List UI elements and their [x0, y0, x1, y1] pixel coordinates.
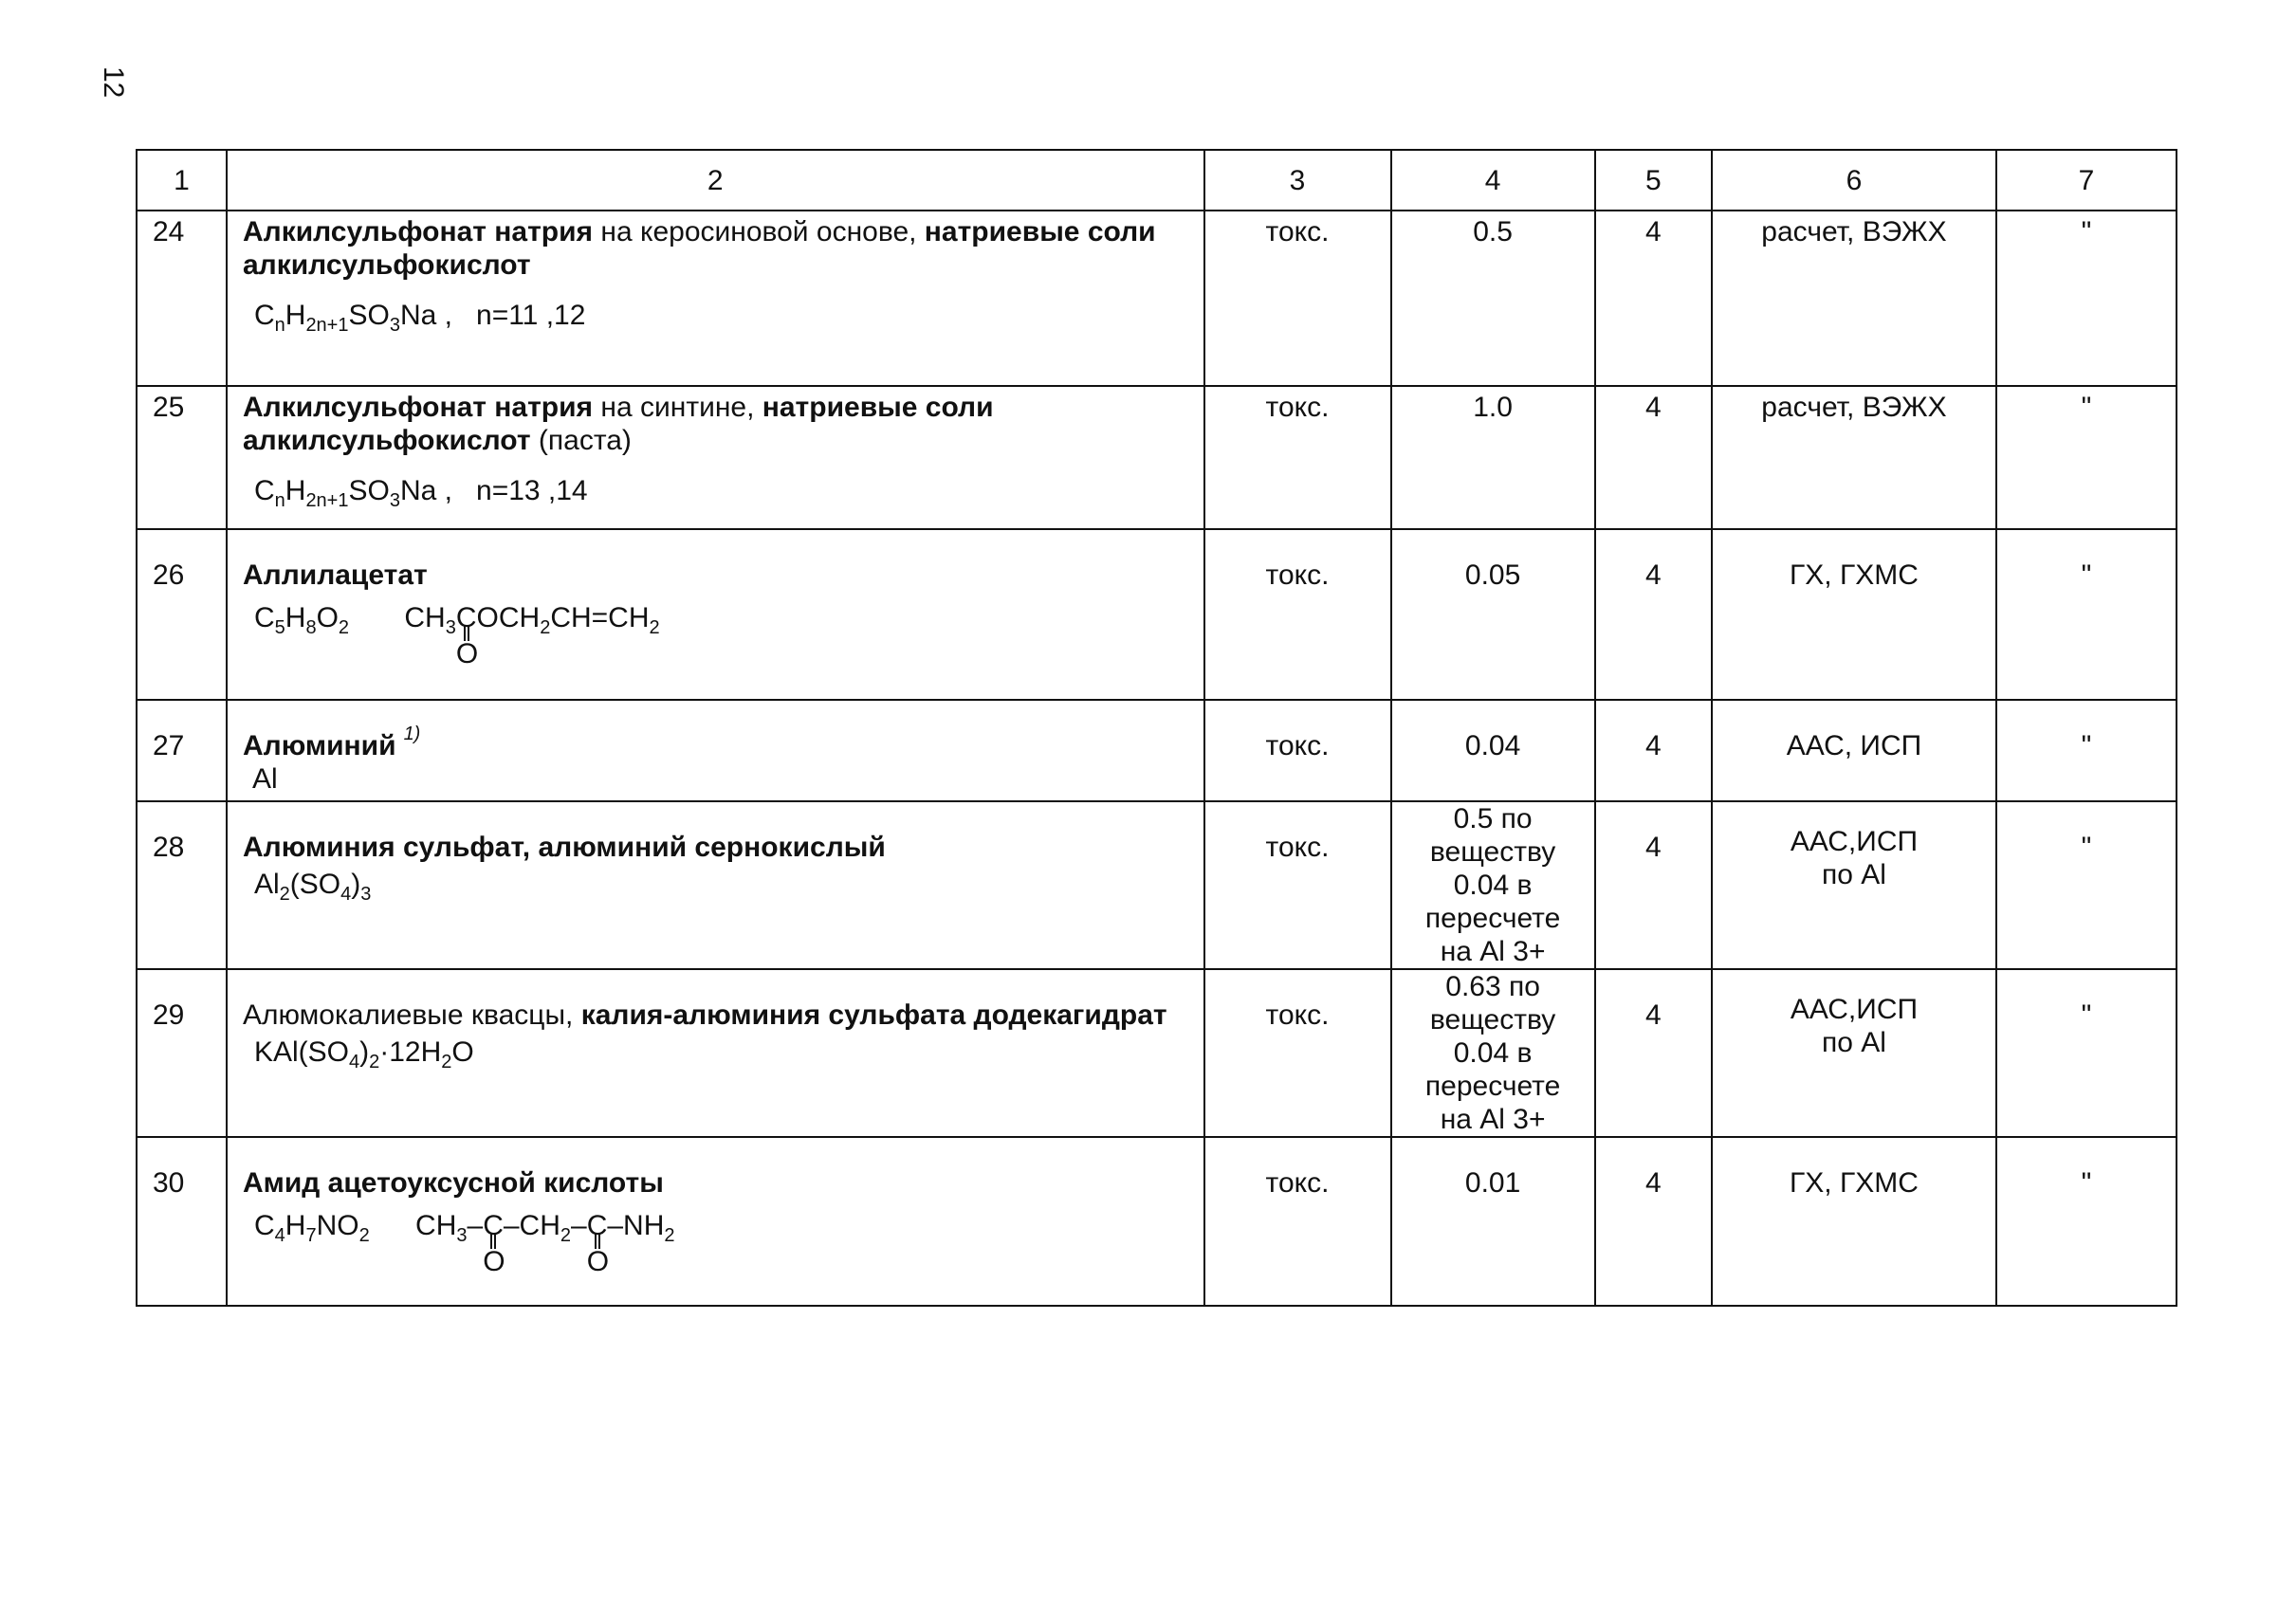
- hazard-type: токс.: [1204, 529, 1391, 700]
- limit-value: 0.5: [1391, 211, 1595, 386]
- name-bold: Алкилсульфонат натрия: [242, 392, 594, 423]
- limit-value: 0.01: [1391, 1137, 1595, 1306]
- header-col-6: 6: [1712, 150, 1996, 211]
- header-col-3: 3: [1204, 150, 1391, 211]
- method: ААС,ИСП по Al: [1712, 801, 1996, 969]
- row-number: 27: [137, 700, 227, 801]
- chemical-formula: $C_4H_7NO_2$ $CH_3-C$ O $-CH_2-C$ O $-NH_2$: [253, 1210, 675, 1277]
- name-text: на синтине,: [593, 392, 762, 423]
- table-row: [137, 529, 2177, 700]
- name-text: Алюмокалиевые квасцы,: [242, 999, 581, 1031]
- name-bold: Амид ацетоуксусной кислоты: [242, 1167, 664, 1199]
- limit-value: 0.05: [1391, 529, 1595, 700]
- hazard-class: 4: [1595, 529, 1712, 700]
- hazard-class: 4: [1595, 700, 1712, 801]
- hazard-type: токс.: [1204, 969, 1391, 1137]
- ditto-mark: ": [1996, 529, 2177, 700]
- table-row: [137, 969, 2177, 1137]
- header-col-7: 7: [1996, 150, 2177, 211]
- name-bold: Алюминия сульфат, алюминий сернокислый: [242, 832, 886, 863]
- ditto-mark: ": [1996, 700, 2177, 801]
- hazard-type: токс.: [1204, 700, 1391, 801]
- header-col-4: 4: [1391, 150, 1595, 211]
- chemical-formula: $C_nH_{2n+1}SO_3Na$ , n=11 ,12: [253, 300, 586, 336]
- chemical-formula: $KAl(SO_4)_2\cdot 12H_2O$: [253, 1036, 474, 1072]
- chemical-formula: $C_5H_8O_2$ $CH_3C$ O $OCH_2CH=CH_2$: [253, 602, 660, 669]
- row-number: 30: [137, 1137, 227, 1306]
- table-row: [137, 1137, 2177, 1306]
- chemical-formula: Al: [251, 763, 278, 795]
- hazard-class: 4: [1595, 1137, 1712, 1306]
- substance-name: [227, 386, 1204, 529]
- hazard-type: токс.: [1204, 801, 1391, 969]
- limit-value: 1.0: [1391, 386, 1595, 529]
- name-text: на керосиновой основе,: [593, 216, 925, 247]
- substance-table: [136, 149, 2177, 1307]
- row-number: 24: [137, 211, 227, 386]
- hazard-type: токс.: [1204, 1137, 1391, 1306]
- footnote-mark: 1): [403, 724, 421, 744]
- table-row: [137, 386, 2177, 529]
- row-number: 28: [137, 801, 227, 969]
- method: расчет, ВЭЖХ: [1712, 211, 1996, 386]
- method: ААС, ИСП: [1712, 700, 1996, 801]
- limit-value: 0.04: [1391, 700, 1595, 801]
- hazard-type: токс.: [1204, 386, 1391, 529]
- row-number: 29: [137, 969, 227, 1137]
- hazard-class: 4: [1595, 211, 1712, 386]
- ditto-mark: ": [1996, 211, 2177, 386]
- substance-name: [227, 1137, 1204, 1306]
- hazard-class: 4: [1595, 801, 1712, 969]
- method: ГХ, ГХМС: [1712, 529, 1996, 700]
- ditto-mark: ": [1996, 386, 2177, 529]
- header-col-2: 2: [227, 150, 1204, 211]
- ditto-mark: ": [1996, 969, 2177, 1137]
- chemical-formula: $Al_2(SO_4)_3$: [253, 869, 372, 905]
- name-bold: Алюминий: [242, 730, 396, 761]
- method: расчет, ВЭЖХ: [1712, 386, 1996, 529]
- structural-formula: $CH_3C$ O $OCH_2CH=CH_2$: [404, 602, 660, 669]
- limit-value: 0.5 по веществу 0.04 в пересчете на Al 3+: [1391, 801, 1595, 969]
- page-number: 12: [98, 66, 129, 99]
- structural-formula: $CH_3-C$ O $-CH_2-C$ O $-NH_2$: [415, 1210, 675, 1277]
- limit-value: 0.63 по веществу 0.04 в пересчете на Al 3+: [1391, 969, 1595, 1137]
- row-number: 25: [137, 386, 227, 529]
- substance-name: [227, 969, 1204, 1137]
- ditto-mark: ": [1996, 801, 2177, 969]
- name-bold: Аллилацетат: [242, 559, 428, 591]
- name-bold: Алкилсульфонат натрия: [242, 216, 594, 247]
- table-row: [137, 211, 2177, 386]
- ditto-mark: ": [1996, 1137, 2177, 1306]
- method: ГХ, ГХМС: [1712, 1137, 1996, 1306]
- name-text: (паста): [530, 425, 632, 456]
- substance-name: [227, 529, 1204, 700]
- chemical-formula: $C_nH_{2n+1}SO_3Na$ , n=13 ,14: [253, 475, 588, 511]
- table-row: [137, 700, 2177, 801]
- table-row: [137, 801, 2177, 969]
- hazard-class: 4: [1595, 969, 1712, 1137]
- row-number: 26: [137, 529, 227, 700]
- method: ААС,ИСП по Al: [1712, 969, 1996, 1137]
- header-row: [137, 150, 2177, 211]
- header-col-5: 5: [1595, 150, 1712, 211]
- name-bold: натриевые соли алкилсульфокислот: [242, 392, 994, 456]
- substance-name: [227, 211, 1204, 386]
- substance-name: [227, 801, 1204, 969]
- header-col-1: 1: [137, 150, 227, 211]
- substance-name: [227, 700, 1204, 801]
- hazard-class: 4: [1595, 386, 1712, 529]
- name-bold: натриевые соли алкилсульфокислот: [242, 216, 1156, 281]
- name-bold: калия-алюминия сульфата додекагидрат: [580, 999, 1167, 1031]
- hazard-type: токс.: [1204, 211, 1391, 386]
